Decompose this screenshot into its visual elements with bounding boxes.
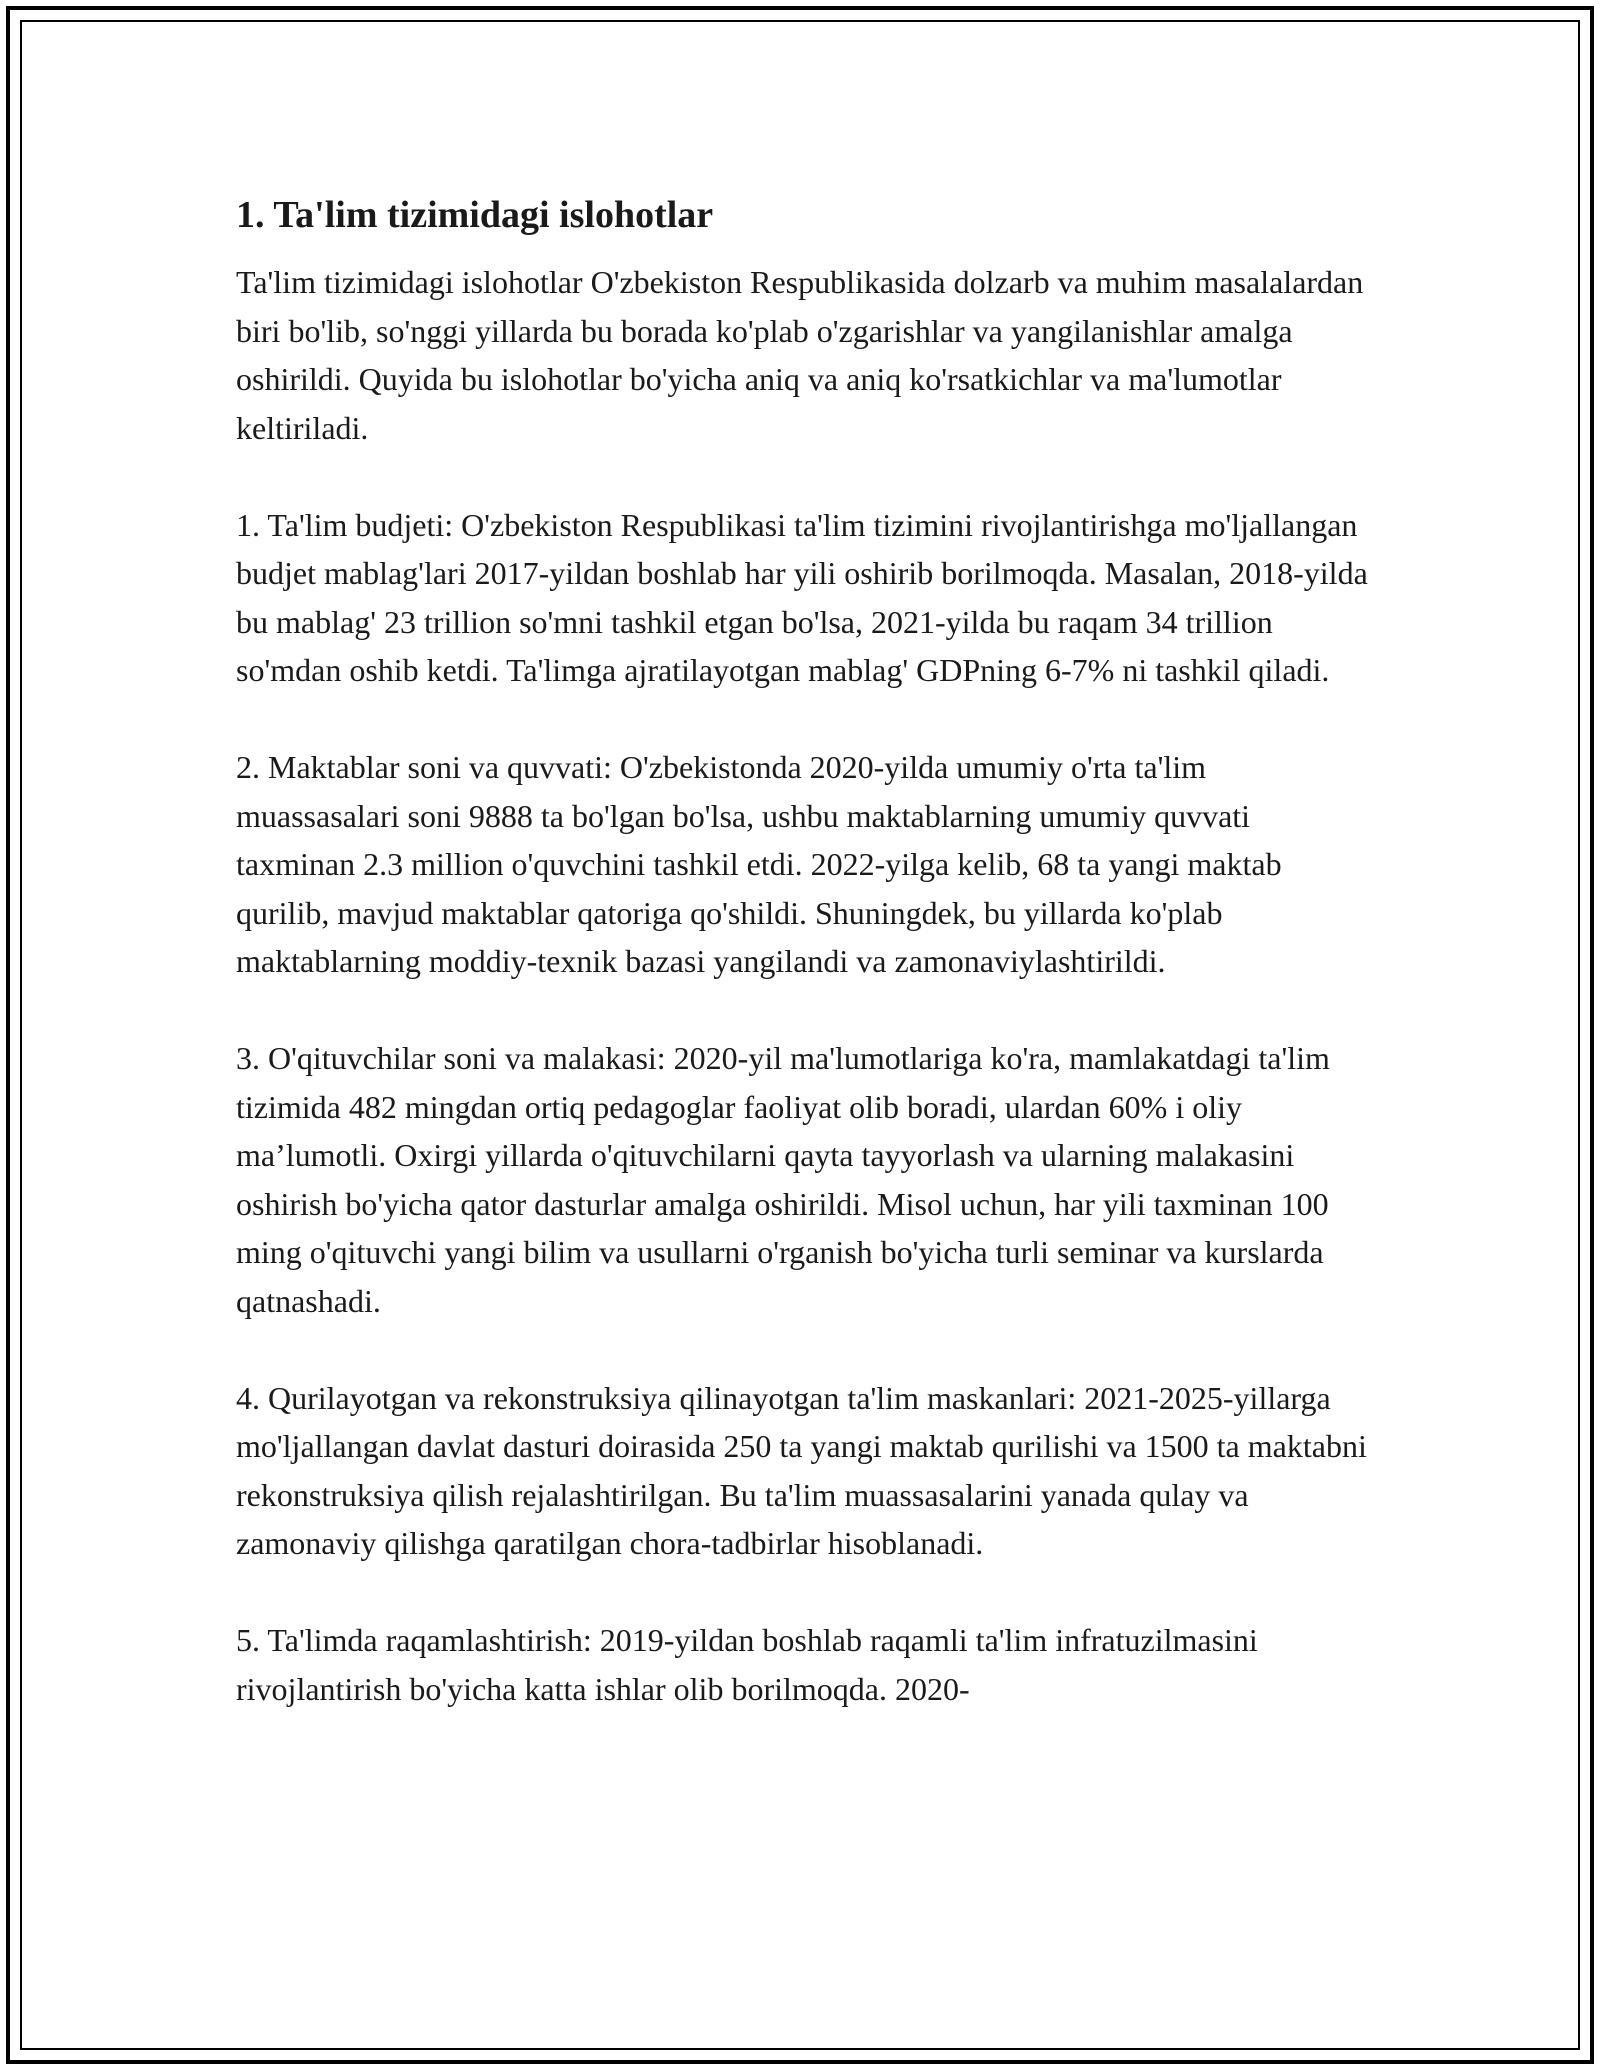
paragraph-construction: 4. Qurilayotgan va rekonstruksiya qilinayotgan ta'lim maskanlari: 2021-2025-yillarga mo'ljallangan davlat dasturi doirasida 250 ta yangi maktab qurilishi va 1500 ta maktabni rekonstruksiya qilish rejalashtirilgan. Bu ta'lim muassasalarini yanada qulay va zamonaviy qilishga qaratilgan chora-tadbirlar hisoblanadi. (236, 1379, 1367, 1561)
paragraph-schools: 2. Maktablar soni va quvvati: O'zbekistonda 2020-yilda umumiy o'rta ta'lim muassasalari soni 9888 ta bo'lgan bo'lsa, ushbu maktablarning umumiy quvvati taxminan 2.3 million o'quvchini tashkil etdi. 2022-yilga kelib, 68 ta yangi maktab qurilib, mavjud maktablar qatoriga qo'shildi. Shuningdek, bu yillarda ko'plab maktablarning moddiy-texnik bazasi yangilandi va zamonaviylashtirildi. (236, 749, 1282, 979)
intro-paragraph: Ta'lim tizimidagi islohotlar O'zbekiston Respublikasida dolzarb va muhim masalalardan biri bo'lib, so'nggi yillarda bu borada ko'plab o'zgarishlar va yangilanishlar amalga oshirildi. Quyida bu islohotlar bo'yicha aniq va aniq ko'rsatkichlar va ma'lumotlar keltiriladi. (236, 264, 1364, 446)
section-title: 1. Ta'lim tizimidagi islohotlar (236, 194, 714, 236)
paragraph-teachers: 3. O'qituvchilar soni va malakasi: 2020-yil ma'lumotlariga ko'ra, mamlakatdagi ta'lim tizimida 482 mingdan ortiq pedagoglar faoliyat olib boradi, ulardan 60% i oliy ma’lumotli. Oxirgi yillarda o'qituvchilarni qayta tayyorlash va ularning malakasini oshirish bo'yicha qator dasturlar amalga oshirildi. Misol uchun, har yili taxminan 100 ming o'qituvchi yangi bilim va usullarni o'rganish bo'yicha turli seminar va kurslarda qatnashadi. (236, 1040, 1330, 1319)
document-body (236, 190, 1371, 1762)
paragraph-budget: 1. Ta'lim budjeti: O'zbekiston Respublikasi ta'lim tizimini rivojlantirishga mo'ljallangan budjet mablag'lari 2017-yildan boshlab har yili oshirib borilmoqda. Masalan, 2018-yilda bu mablag' 23 trillion so'mni tashkil etgan bo'lsa, 2021-yilda bu raqam 34 trillion so'mdan oshib ketdi. Ta'limga ajratilayotgan mablag' GDPning 6-7% ni tashkil qiladi. (236, 506, 1368, 688)
paragraph-digitalization: 5. Ta'limda raqamlashtirish: 2019-yildan boshlab raqamli ta'lim infratuzilmasini rivojlantirish bo'yicha katta ishlar olib borilmoqda. 2020- (236, 1622, 1258, 1707)
